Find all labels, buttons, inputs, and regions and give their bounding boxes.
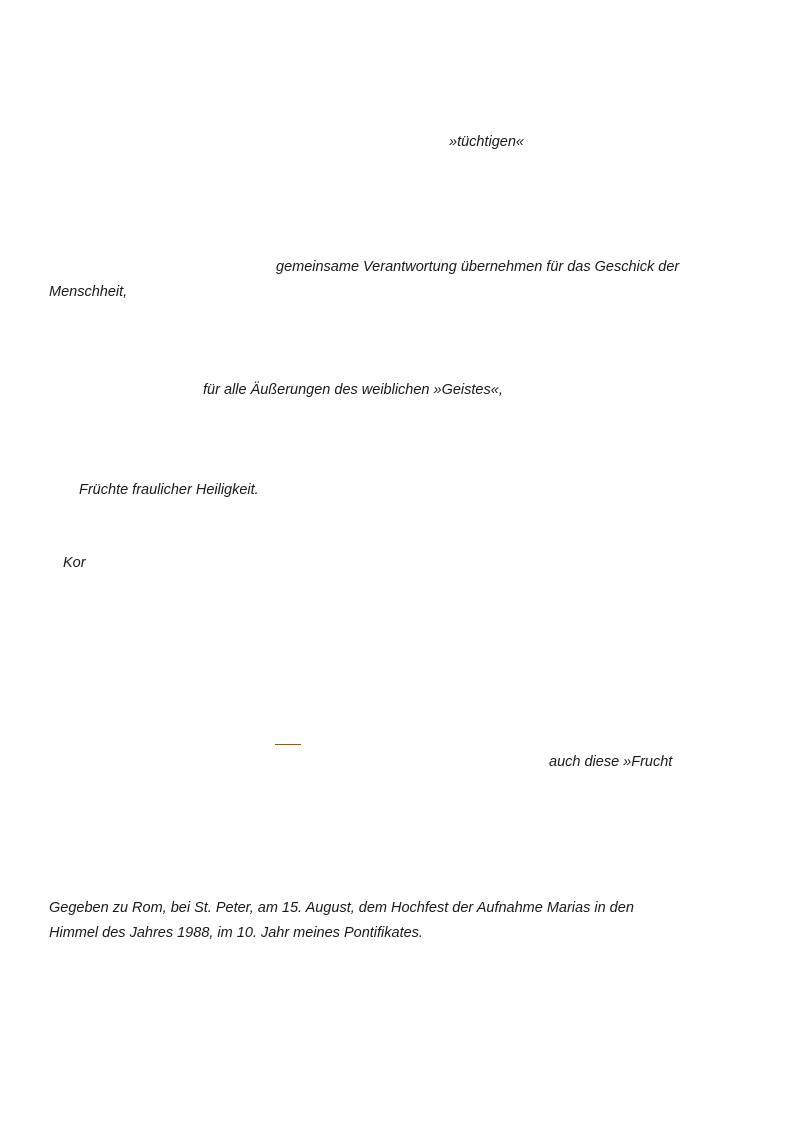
text-fruechte: Früchte fraulicher Heiligkeit. xyxy=(79,482,259,498)
text-verantwortung-line2: Menschheit, xyxy=(49,284,128,300)
text-frucht: auch diese »Frucht xyxy=(549,754,673,770)
closing-line2: Himmel des Jahres 1988, im 10. Jahr meines Pontifikates. xyxy=(49,925,423,941)
closing-line1: Gegeben zu Rom, bei St. Peter, am 15. August, dem Hochfest der Aufnahme Marias in den xyxy=(49,900,634,916)
footnote-link-rule[interactable] xyxy=(275,744,301,745)
text-aeusserungen: für alle Äußerungen des weiblichen »Geistes«, xyxy=(203,382,503,398)
quote-tuechtigen: »tüchtigen« xyxy=(449,134,524,150)
text-kor: Kor xyxy=(63,555,86,571)
text-verantwortung-line1: gemeinsame Verantwortung übernehmen für das Geschick der xyxy=(276,259,680,275)
